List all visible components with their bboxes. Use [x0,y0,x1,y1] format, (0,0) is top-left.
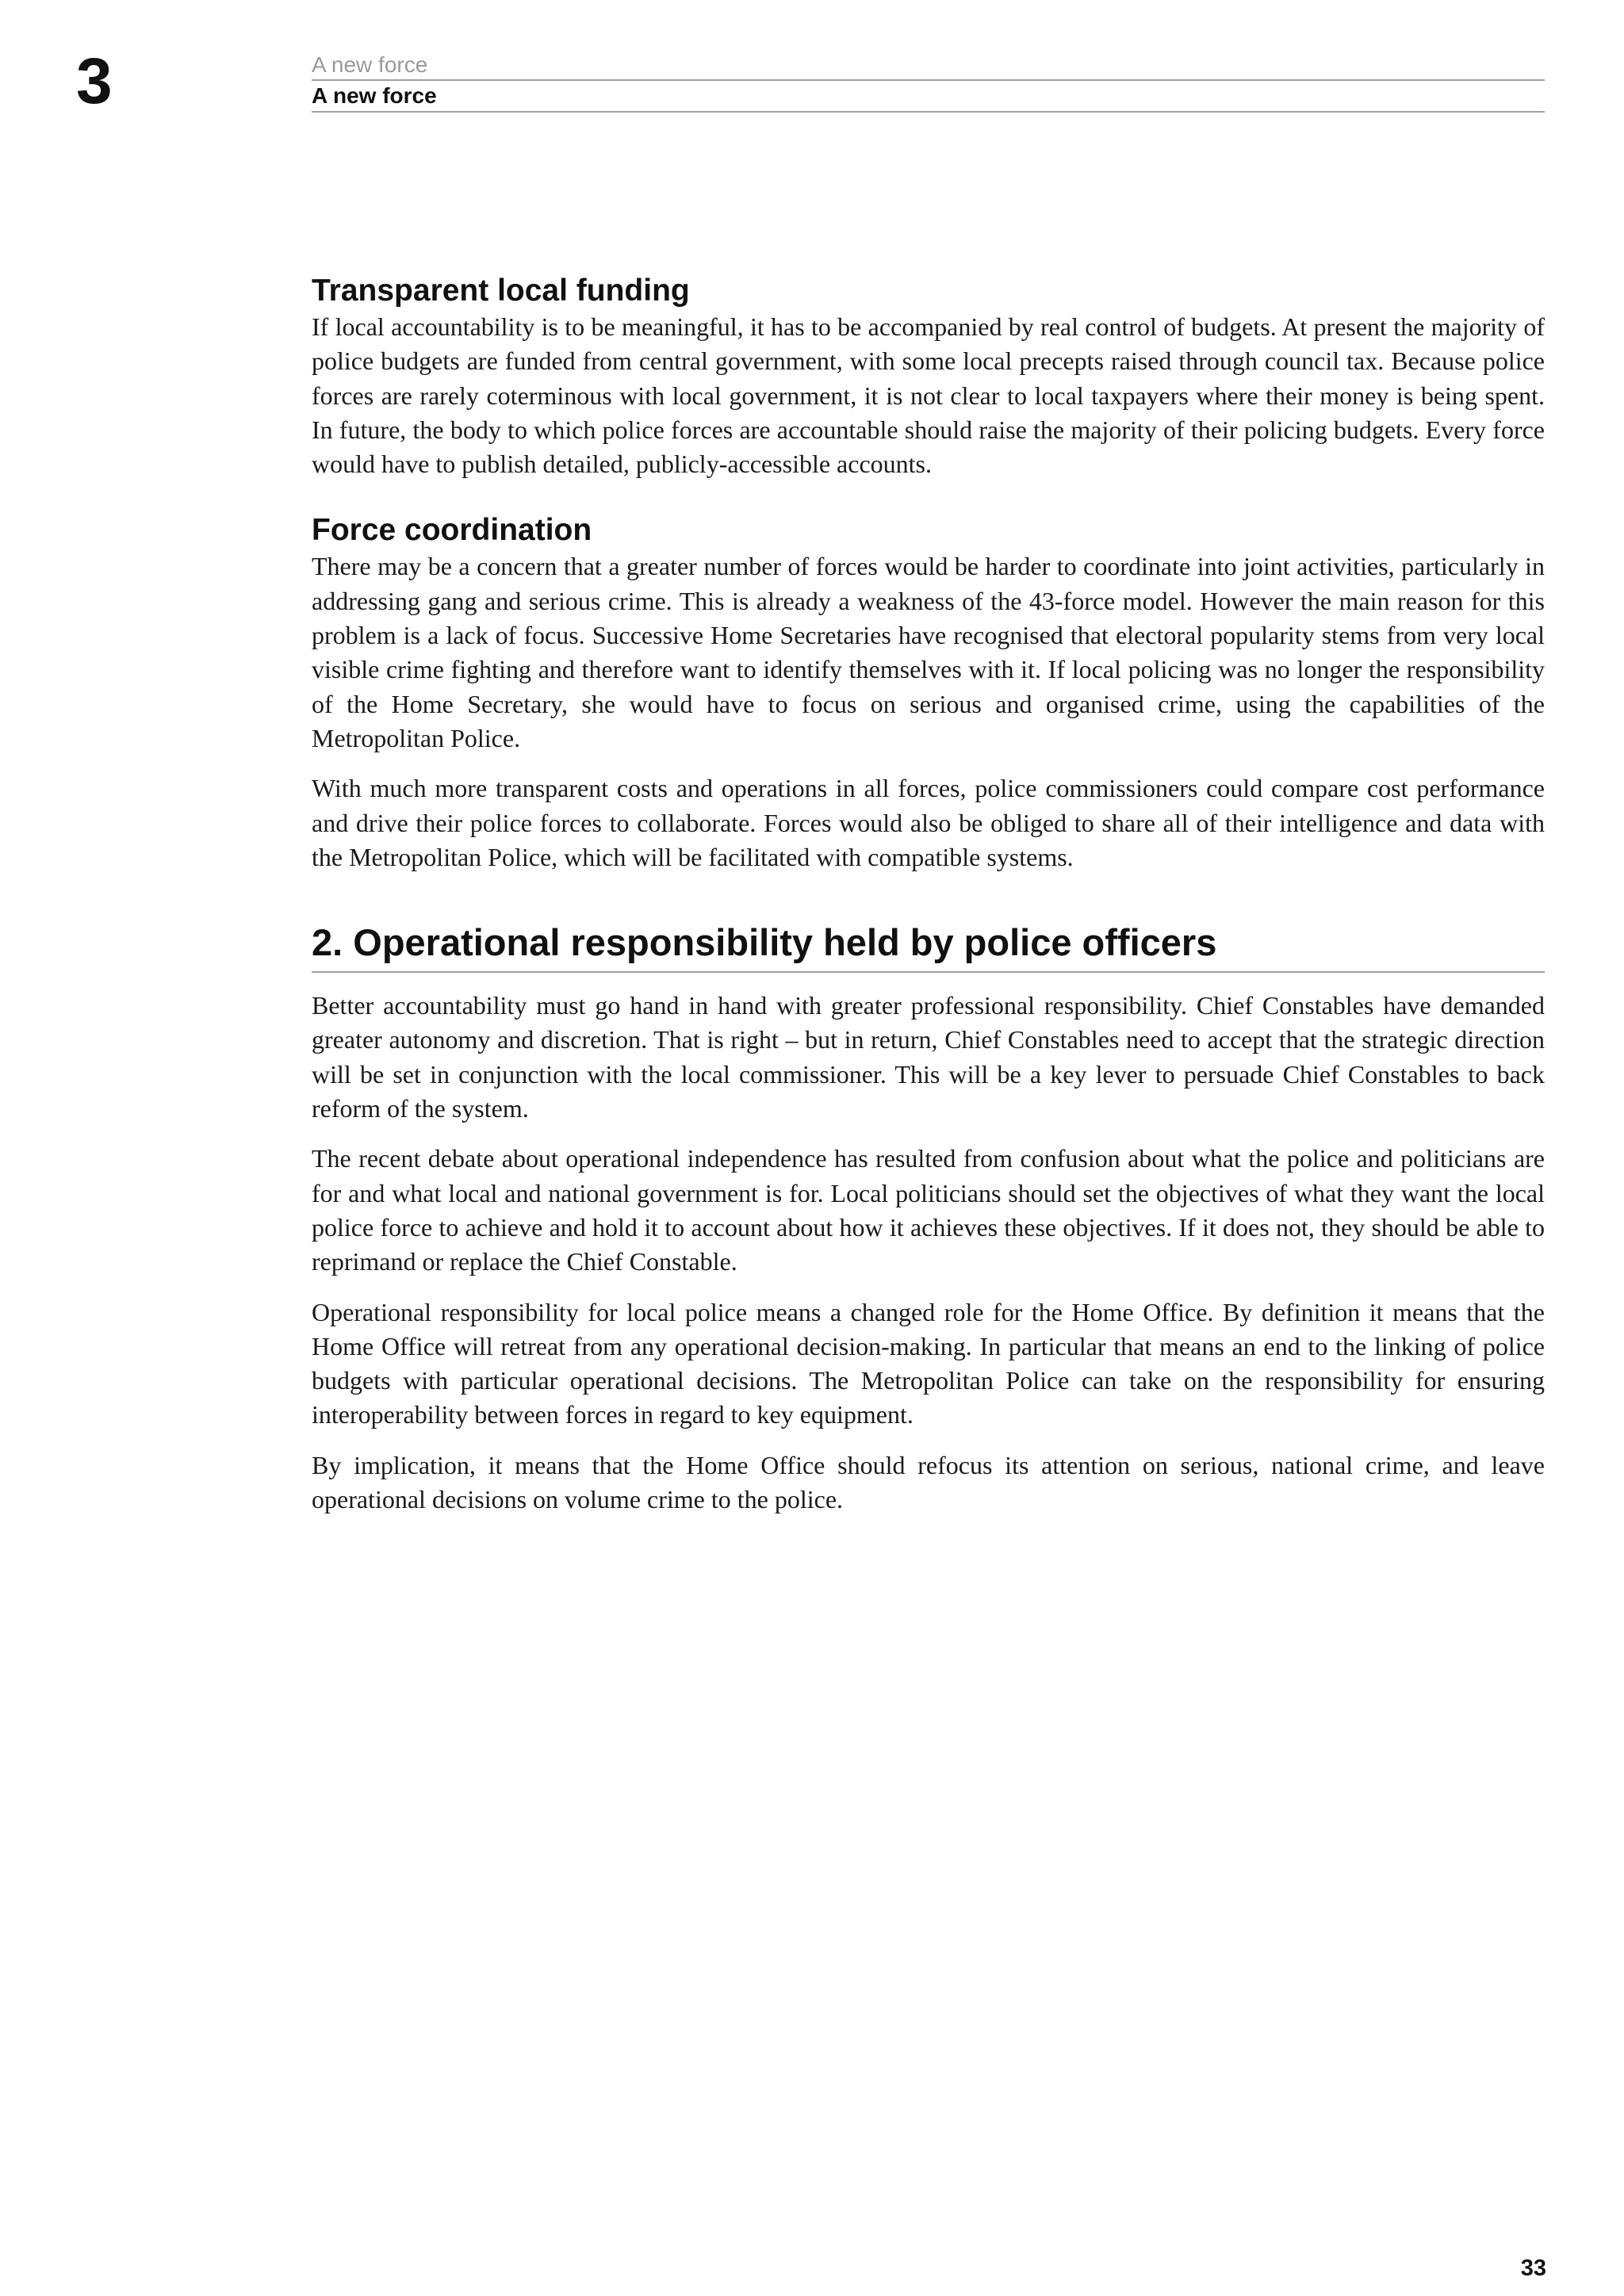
paragraph: By implication, it means that the Home Office should refocus its attention on serious, national crime, and leave operational decisions on volume crime to the police. [312,1450,1545,1514]
paragraph: Operational responsibility for local police means a changed role for the Home Office. By definition it means that the Home Office will retreat from any operational decision-making. In particular that means an end to the linking of police budgets with particular operational decisions. The Metropolitan Police can take on the responsibility for ensuring interoperability between forces in regard to key equipment. [312,1297,1545,1429]
page-content [312,272,1545,1533]
chapter-number: 3 [76,45,113,117]
heading-force-coordination: Force coordination [312,513,592,548]
heading-operational-responsibility: 2. Operational responsibility held by police officers [312,919,1545,973]
page-number: 33 [1520,2256,1546,2281]
running-header-section: A new force [312,51,1545,81]
heading-transparent-local-funding: Transparent local funding [312,274,690,308]
running-header-chapter: A new force [312,81,1545,113]
paragraph: With much more transparent costs and operations in all forces, police commissioners could compare cost performance and drive their police forces to collaborate. Forces would also be obliged to share all of their intelligence and data with the Metropolitan Police, which will be facilitated with compatible systems. [312,774,1545,871]
running-header [312,51,1545,113]
paragraph: There may be a concern that a greater number of forces would be harder to coordinate into joint activities, particularly in addressing gang and serious crime. This is already a weakness of the 43-force model. However the main reason for this problem is a lack of focus. Successive Home Secretaries have recognised that electoral popularity stems from very local visible crime fighting and therefore want to identify themselves with it. If local policing was no longer the responsibility of the Home Secretary, she would have to focus on serious and organised crime, using the capabilities of the Metropolitan Police. [312,552,1545,752]
paragraph: The recent debate about operational independence has resulted from confusion about what the police and politicians are for and what local and national government is for. Local politicians should set the objectives of what they want the local police force to achieve and hold it to account about how it achieves these objectives. If it does not, they should be able to reprimand or replace the Chief Constable. [312,1144,1545,1276]
paragraph: If local accountability is to be meaningful, it has to be accompanied by real control of budgets. At present the majority of police budgets are funded from central government, with some local precepts raised through council tax. Because police forces are rarely coterminous with local government, it is not clear to local taxpayers where their money is being spent. In future, the body to which police forces are accountable should raise the majority of their policing budgets. Every force would have to publish detailed, publicly-accessible accounts. [312,312,1545,479]
paragraph: Better accountability must go hand in hand with greater professional responsibility. Chief Constables have demanded greater autonomy and discretion. That is right – but in return, Chief Constables need to accept that the strategic direction will be set in conjunction with the local commissioner. This will be a key lever to persuade Chief Constables to back reform of the system. [312,991,1545,1123]
